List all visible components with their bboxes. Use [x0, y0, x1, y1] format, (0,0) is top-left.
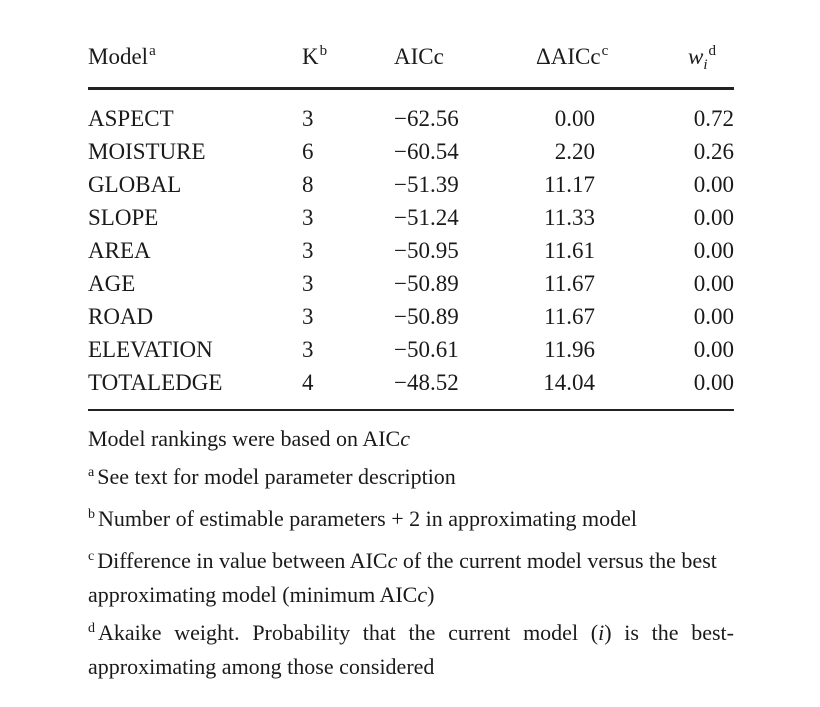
header-k: $K^b$: [302, 43, 328, 69]
cell-aicc: −48.52: [394, 370, 459, 395]
cell-model: ROAD: [88, 304, 154, 329]
cell-aicc: −60.54: [394, 139, 459, 164]
cell-k: 3: [302, 205, 314, 230]
cell-model: SLOPE: [88, 205, 159, 230]
footnote-a: $^a$ See text for model parameter description: [88, 464, 456, 489]
cell-k: 3: [302, 337, 314, 362]
cell-akaike-weight: 0.00: [693, 370, 734, 395]
cell-akaike-weight: 0.00: [693, 205, 734, 230]
table-row: [88, 236, 734, 266]
cell-model: AGE: [88, 271, 136, 296]
cell-k: 6: [302, 139, 314, 164]
cell-model: TOTALEDGE: [88, 370, 223, 395]
cell-aicc: −51.39: [394, 172, 459, 197]
cell-model: AREA: [88, 238, 151, 263]
cell-model: ASPECT: [88, 106, 174, 131]
cell-akaike-weight: 0.00: [693, 172, 734, 197]
table-footnotes: [88, 424, 734, 690]
header-aicc: AICc: [394, 44, 444, 69]
cell-akaike-weight: 0.72: [693, 106, 734, 131]
footnote-b: $^b$ Number of estimable parameters + 2 in approximating model: [88, 506, 638, 531]
footnote-d: $^d$ Akaike weight. Probability that the current model (i) is the best-approximating among those considered: [88, 620, 734, 679]
footnote-c: $^c$ Difference in value between AICc of the current model versus the best approximating model (minimum AICc): [88, 548, 717, 607]
cell-k: 3: [302, 238, 314, 263]
cell-aicc: −50.61: [394, 337, 459, 362]
cell-delta-aicc: 11.67: [544, 304, 595, 329]
table-row: [88, 203, 734, 233]
cell-aicc: −50.89: [394, 304, 459, 329]
cell-model: GLOBAL: [88, 172, 182, 197]
cell-akaike-weight: 0.00: [693, 337, 734, 362]
cell-k: 3: [302, 304, 314, 329]
cell-model: ELEVATION: [88, 337, 213, 362]
cell-k: 3: [302, 271, 314, 296]
table-header-row: [88, 42, 734, 72]
bottom-rule: [88, 409, 734, 411]
table-row: [88, 170, 734, 200]
footnote-ranking: Model rankings were based on AICc: [88, 426, 410, 451]
cell-delta-aicc: 14.04: [543, 370, 595, 395]
cell-akaike-weight: 0.26: [693, 139, 734, 164]
header-model: Model$^a$: [88, 43, 156, 69]
table-row: [88, 302, 734, 332]
cell-akaike-weight: 0.00: [693, 238, 734, 263]
cell-aicc: −51.24: [394, 205, 459, 230]
header-delta-aicc: ΔAICc$^c$: [536, 43, 609, 69]
cell-delta-aicc: 11.17: [544, 172, 595, 197]
cell-aicc: −50.89: [394, 271, 459, 296]
cell-k: 8: [302, 172, 314, 197]
header-rule: [88, 87, 734, 90]
table-row: [88, 269, 734, 299]
cell-delta-aicc: 11.33: [544, 205, 595, 230]
table-row: [88, 368, 734, 398]
cell-k: 4: [302, 370, 314, 395]
cell-delta-aicc: 11.67: [544, 271, 595, 296]
cell-delta-aicc: 0.00: [554, 106, 595, 131]
cell-k: 3: [302, 106, 314, 131]
cell-delta-aicc: 11.61: [544, 238, 595, 263]
cell-aicc: −50.95: [394, 238, 459, 263]
cell-delta-aicc: 11.96: [544, 337, 595, 362]
cell-delta-aicc: 2.20: [554, 139, 595, 164]
cell-akaike-weight: 0.00: [693, 304, 734, 329]
table-row: [88, 335, 734, 365]
cell-akaike-weight: 0.00: [693, 271, 734, 296]
table-row: [88, 137, 734, 167]
cell-model: MOISTURE: [88, 139, 206, 164]
table-row: [88, 104, 734, 134]
header-akaike-weight: $w_i^d$: [688, 43, 717, 73]
cell-aicc: −62.56: [394, 106, 459, 131]
